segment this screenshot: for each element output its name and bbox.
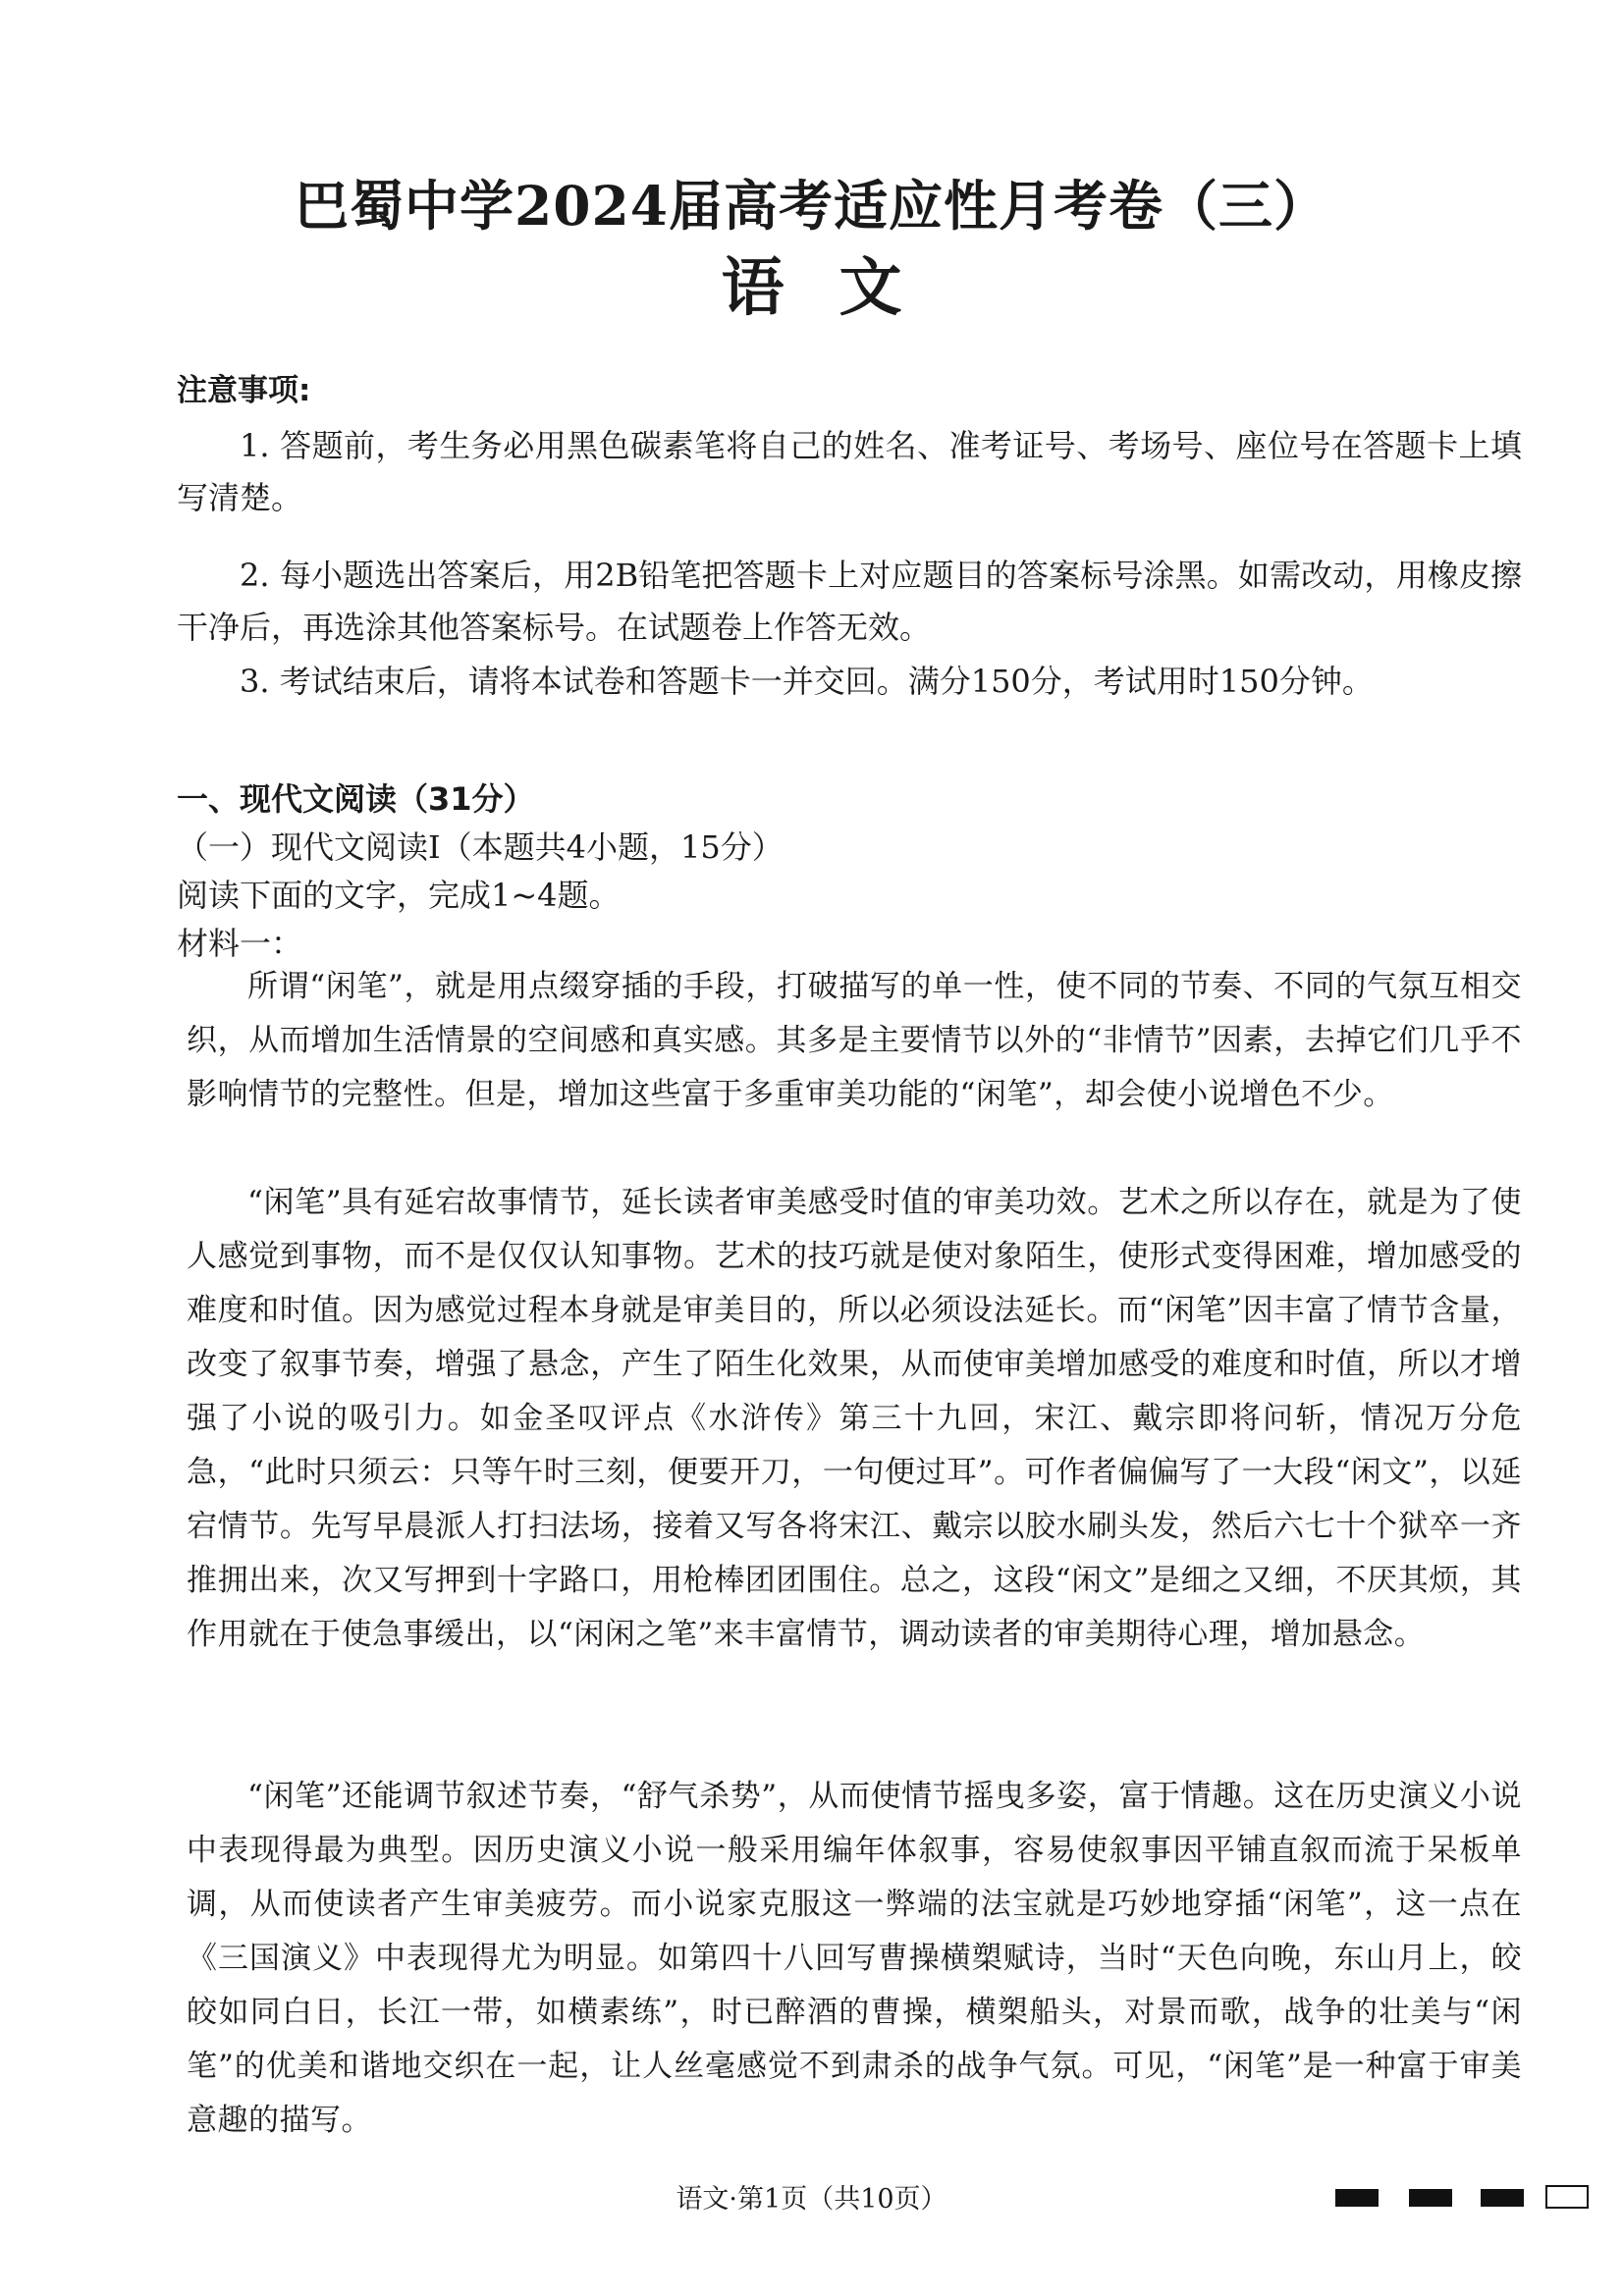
notice-item-1: 1. 答题前，考生务必用黑色碳素笔将自己的姓名、准考证号、考场号、座位号在答题卡上填写清楚。 [177, 427, 1522, 516]
subject-title: 语文 [721, 251, 957, 325]
material-label: 材料一： [177, 925, 303, 962]
section-subtitle: （一）现代文阅读Ⅰ（本题共4小题，15分） [177, 828, 784, 866]
notice-item-3: 3. 考试结束后，请将本试卷和答题卡一并交回。满分150分，考试用时150分钟。 [240, 663, 1374, 700]
page-footer: 语文·第1页（共10页） [676, 2184, 947, 2215]
passage-paragraph-2: “闲笔”具有延宕故事情节，延长读者审美感受时值的审美功效。艺术之所以存在，就是为了使人感觉到事物，而不是仅仅认知事物。艺术的技巧就是使对象陌生，使形式变得困难，增加感受的难度和时值。因为感觉过程本身就是审美目的，所以必须设法延长。而“闲笔”因丰富了情节含量，改变了叙事节奏，增强了悬念，产生了陌生化效果，从而使审美增加感受的难度和时值，所以才增强了小说的吸引力。如金圣叹评点《水浒传》第三十九回，宋江、戴宗即将问斩，情况万分危急，“此时只须云：只等午时三刻，便要开刀，一句便过耳”。可作者偏偏写了一大段“闲文”，以延宕情节。先写早晨派人打扫法场，接着又写各将宋江、戴宗以胶水刷头发，然后六七十个狱卒一齐推拥出来，次又写押到十字路口，用枪棒团团围住。总之，这段“闲文”是细之又细，不厌其烦，其作用就在于使急事缓出，以“闲闲之笔”来丰富情节，调动读者的审美期待心理，增加悬念。 [187, 1185, 1522, 1652]
notice-heading: 注意事项: [177, 373, 311, 408]
section-title: 一、现代文阅读（31分） [177, 780, 535, 818]
scan-mark [1335, 2189, 1379, 2207]
passage-paragraph-1: 所谓“闲笔”，就是用点缀穿插的手段，打破描写的单一性，使不同的节奏、不同的气氛互相交织，从而增加生活情景的空间感和真实感。其多是主要情节以外的“非情节”因素，去掉它们几乎不影响情节的完整性。但是，增加这些富于多重审美功能的“闲笔”，却会使小说增色不少。 [187, 969, 1522, 1112]
section-instruction: 阅读下面的文字，完成1~4题。 [177, 877, 621, 914]
scan-mark-empty [1545, 2185, 1589, 2209]
scan-mark [1481, 2189, 1524, 2207]
passage-paragraph-3: “闲笔”还能调节叙述节奏，“舒气杀势”，从而使情节摇曳多姿，富于情趣。这在历史演义小说中表现得最为典型。因历史演义小说一般采用编年体叙事，容易使叙事因平铺直叙而流于呆板单调，从而使读者产生审美疲劳。而小说家克服这一弊端的法宝就是巧妙地穿插“闲笔”，这一点在《三国演义》中表现得尤为明显。如第四十八回写曹操横槊赋诗，当时“天色向晚，东山月上，皎皎如同白日，长江一带，如横素练”，时已醉酒的曹操，横槊船头，对景而歌，战争的壮美与“闲笔”的优美和谐地交织在一起，让人丝毫感觉不到肃杀的战争气氛。可见，“闲笔”是一种富于审美意趣的描写。 [187, 1779, 1522, 2138]
exam-title: 巴蜀中学2024届高考适应性月考卷（三） [294, 174, 1329, 238]
scan-mark [1409, 2189, 1452, 2207]
notice-item-2: 2. 每小题选出答案后，用2B铅笔把答题卡上对应题目的答案标号涂黑。如需改动，用橡皮擦干净后，再选涂其他答案标号。在试题卷上作答无效。 [177, 557, 1522, 646]
